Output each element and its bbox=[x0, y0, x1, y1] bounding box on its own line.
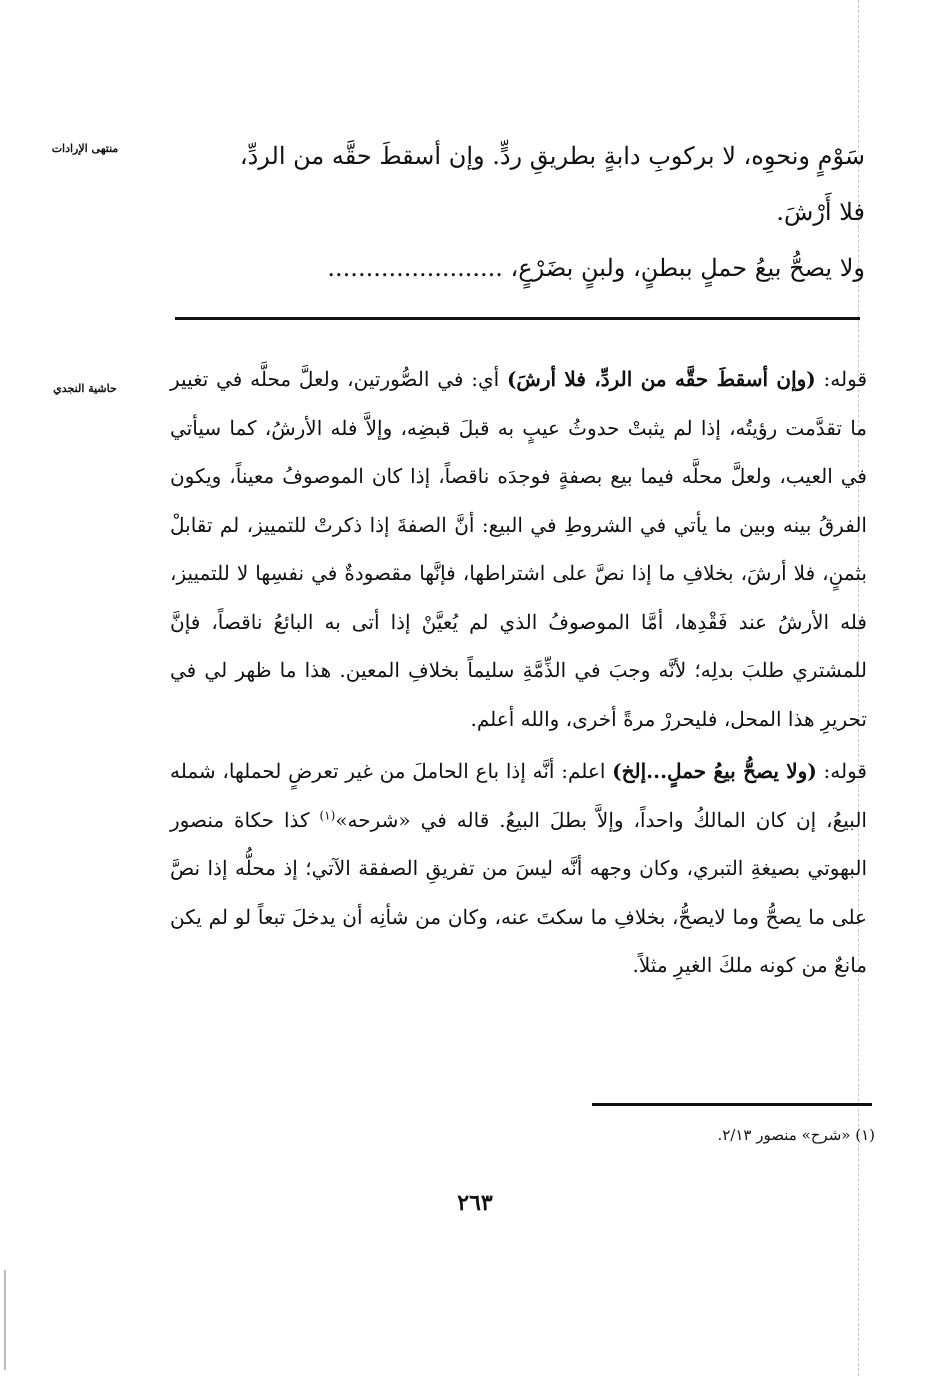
footnote-reference: (١) bbox=[319, 807, 336, 822]
quoted-lemma: (ولا يصحُّ بيعُ حملٍ...إلخ) bbox=[612, 759, 817, 783]
margin-label-sharh: حاشية النجدي bbox=[53, 382, 117, 395]
scan-edge-left bbox=[4, 1270, 6, 1370]
sharh-paragraph bbox=[170, 747, 867, 990]
quoted-lemma: (وإن أسقطَ حقَّه من الردِّ، فلا أرشَ) bbox=[506, 367, 816, 391]
paragraph-intro: قوله: bbox=[815, 367, 868, 391]
matn-line: فلا أَرْشَ. bbox=[776, 198, 865, 226]
paragraph-body: أي: في الصُّورتين، ولعلَّ محلَّه في تغيير ما تقدَّمت رؤيتُه، إذا لم يثبتْ حدوثُ عيبٍ به قبلَ قبضِه، وإلاَّ فله الأرشُ، كما سيأتي في العيب، ولعلَّ محلَّه فيما بيع بصفةٍ فوجدَه ناقصاً، إذا كان الموصوفُ معيناً، ويكون الفرقُ بينه وبين ما يأتي في الشروطِ في البيع: أنَّ الصفةَ إذا ذكرتْ للتمييز، لم تقابلْ بثمنٍ، فلا أرشَ، بخلافِ ما إذا نصَّ على اشتراطها، فإنَّها مقصودةٌ في نفسِها لا للتمييز، فله الأرشُ عند فَقْدِها، أمَّا الموصوفُ الذي لم يُعيَّنْ إذا أتى به البائعُ ناقصاً، فإنَّ للمشتري طلبَ بدلِه؛ لأنَّه وجبَ في الذِّمَّةِ سليماً بخلافِ المعين. هذا ما ظهر لي في تحريرِ هذا المحل، فليحررْ مرةً أخرى، والله أعلم. bbox=[170, 367, 867, 731]
section-divider bbox=[175, 317, 860, 320]
footnote: (١) «شرح» منصور ٢/١٣. bbox=[717, 1126, 875, 1144]
ellipsis-dots: ....................... bbox=[327, 254, 503, 282]
matn-line: سَوْمٍ ونحوِه، لا بركوبِ دابةٍ بطريقِ ردٍّ. وإن أسقطَ حقَّه من الردِّ، bbox=[239, 142, 865, 170]
sharh-paragraph bbox=[170, 355, 867, 743]
footnote-divider bbox=[592, 1103, 872, 1106]
paragraph-intro: قوله: bbox=[816, 759, 867, 783]
paragraph-body: اعلم: أنَّه إذا باع الحاملَ من غير تعرضٍ لحملها، شمله البيعُ، إن كان المالكُ واحداً، وإلاَّ بطلَ البيعُ. قاله في «شرحه» bbox=[170, 759, 867, 832]
paragraph-body: كذا حكاة منصور البهوتي بصيغةِ التبري، وكان وجهه أنَّه ليسَ من تفريقِ الصفقة الآتي؛ إذ محلُّه إذا نصَّ على ما يصحُّ وما لايصحُّ، بخلافِ ما سكتَ عنه، وكان من شأنِه أن يدخلَ تبعاً لو لم يكن مانعٌ من كونه ملكَ الغيرِ مثلاً. bbox=[170, 807, 867, 977]
margin-label-matn: منتهى الإرادات bbox=[51, 142, 119, 155]
page-number: ٢٦٣ bbox=[457, 1190, 493, 1216]
sharh-text bbox=[170, 355, 867, 990]
matn-line bbox=[175, 240, 865, 296]
matn-line-text: ولا يصحُّ بيعُ حملٍ ببطنٍ، ولبنٍ بضَرْعٍ، bbox=[510, 254, 865, 282]
matn-text bbox=[175, 128, 865, 296]
